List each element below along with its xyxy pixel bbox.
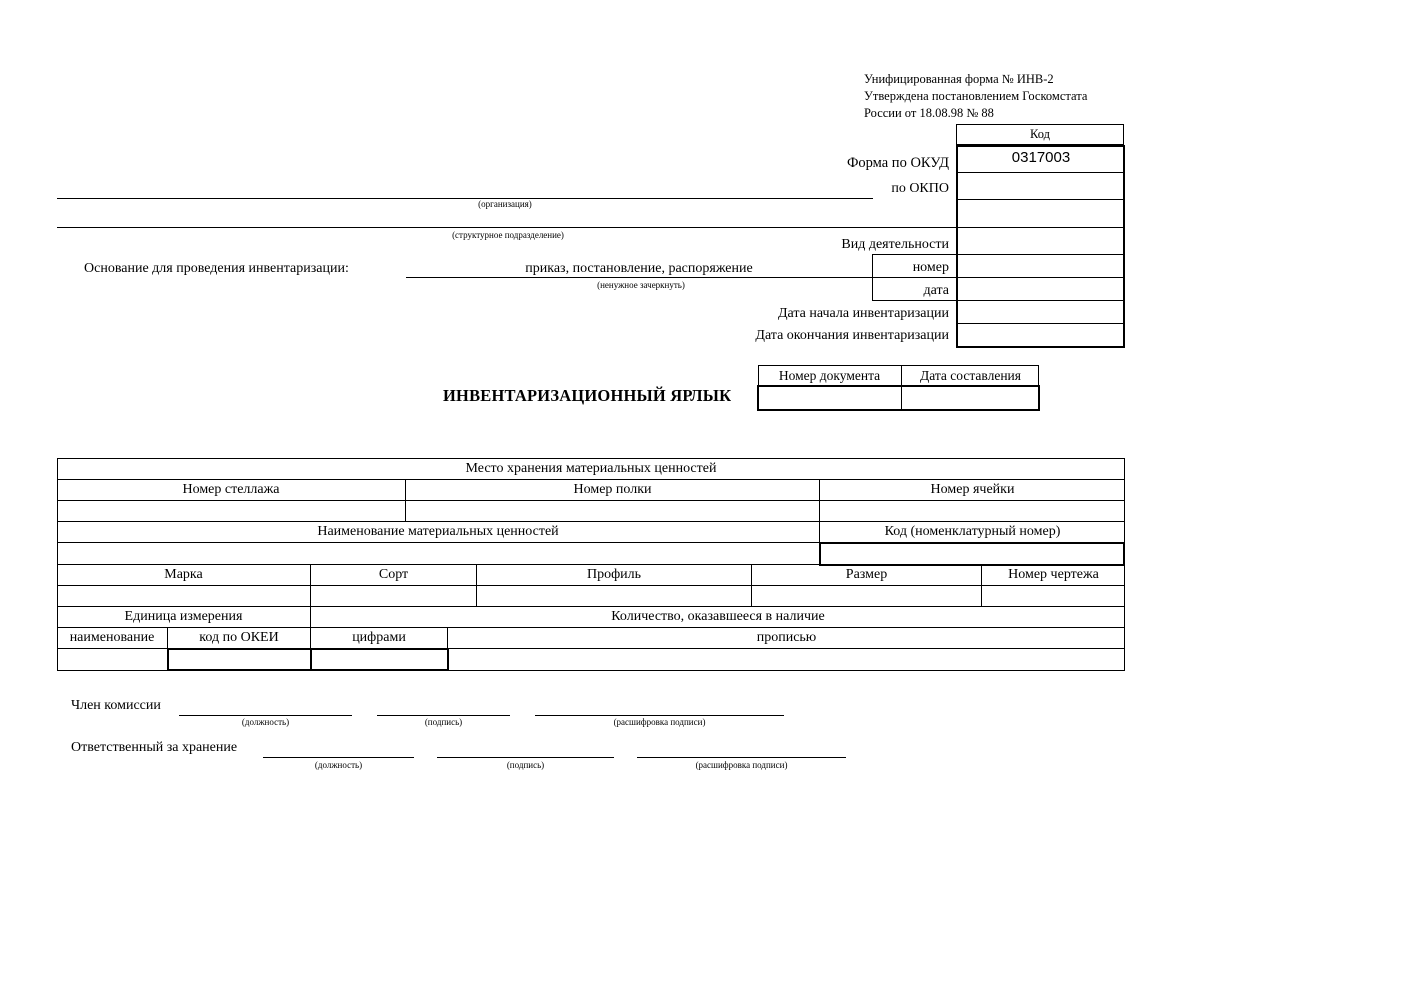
responsible-signature-line[interactable] xyxy=(437,757,614,758)
storage-header: Место хранения материальных ценностей xyxy=(465,461,717,476)
okud-label: Форма по ОКУД xyxy=(846,155,949,171)
responsible-decoding-caption: (расшифровка подписи) xyxy=(695,760,788,770)
name-field[interactable] xyxy=(58,543,818,563)
basis-label: Основание для проведения инвентаризации: xyxy=(84,261,349,276)
form-header-line-2: Утверждена постановлением Госкомстата xyxy=(864,89,1088,103)
kod-header-cell xyxy=(956,124,1124,145)
rack-field[interactable] xyxy=(58,501,404,520)
member-position-caption: (должность) xyxy=(241,717,290,727)
okpo-code-field[interactable] xyxy=(958,175,1124,197)
order-date-label: дата xyxy=(923,283,949,298)
organization-caption: (организация) xyxy=(478,199,532,209)
end-date-label: Дата окончания инвентаризации xyxy=(755,328,949,343)
drawing-header: Номер чертежа xyxy=(1008,567,1099,582)
grade-header: Сорт xyxy=(378,567,409,582)
size-header: Размер xyxy=(845,567,888,582)
member-decoding-caption: (расшифровка подписи) xyxy=(613,717,706,727)
member-signature-line[interactable] xyxy=(377,715,510,716)
unit-name-header: наименование xyxy=(69,630,155,645)
form-header-line-3: России от 18.08.98 № 88 xyxy=(864,106,994,120)
digits-header: цифрами xyxy=(352,630,406,645)
brand-field[interactable] xyxy=(58,586,309,605)
drawing-field[interactable] xyxy=(983,586,1124,605)
name-header: Наименование материальных ценностей xyxy=(317,524,559,539)
grade-field[interactable] xyxy=(312,586,475,605)
end-date-field[interactable] xyxy=(958,325,1124,345)
basis-line xyxy=(406,277,872,278)
member-signature-caption: (подпись) xyxy=(424,717,463,727)
rack-header: Номер стеллажа xyxy=(182,482,280,497)
basis-caption: (ненужное зачеркнуть) xyxy=(597,280,685,290)
order-number-field[interactable] xyxy=(958,256,1124,276)
cell-field[interactable] xyxy=(821,501,1124,520)
profile-header: Профиль xyxy=(586,567,642,582)
okpo-label: по ОКПО xyxy=(891,181,949,196)
doc-date-header: Дата составления xyxy=(920,368,1021,383)
okei-code-header: код по ОКЕИ xyxy=(199,630,279,645)
okud-code-field[interactable]: 0317003 xyxy=(1011,149,1071,166)
member-label: Член комиссии xyxy=(71,698,161,713)
unit-header: Единица измерения xyxy=(124,609,243,624)
doc-number-header: Номер документа xyxy=(778,368,881,383)
department-line[interactable] xyxy=(57,227,957,228)
responsible-position-line[interactable] xyxy=(263,757,414,758)
words-header: прописью xyxy=(756,630,817,645)
responsible-signature-caption: (подпись) xyxy=(506,760,545,770)
cell-header: Номер ячейки xyxy=(930,482,1015,497)
unit-name-field[interactable] xyxy=(58,650,166,669)
code-header: Код (номенклатурный номер) xyxy=(884,524,1061,539)
responsible-position-caption: (должность) xyxy=(314,760,363,770)
shelf-field[interactable] xyxy=(407,501,818,520)
activity-label: Вид деятельности xyxy=(841,237,949,252)
document-title: ИНВЕНТАРИЗАЦИОННЫЙ ЯРЛЫК xyxy=(443,386,732,405)
quantity-header: Количество, оказавшееся в наличие xyxy=(611,609,825,624)
member-decoding-line[interactable] xyxy=(535,715,784,716)
doc-date-field[interactable] xyxy=(903,388,1037,408)
quantity-digits-field[interactable] xyxy=(313,651,446,668)
basis-value[interactable]: приказ, постановление, распоряжение xyxy=(525,261,753,276)
department-caption: (структурное подразделение) xyxy=(452,230,564,240)
order-number-label: номер xyxy=(912,260,949,275)
member-position-line[interactable] xyxy=(179,715,352,716)
activity-code-field[interactable] xyxy=(958,229,1124,252)
nomenclature-code-field[interactable] xyxy=(819,542,1125,566)
responsible-label: Ответственный за хранение xyxy=(71,740,238,755)
doc-number-field[interactable] xyxy=(760,388,900,408)
shelf-header: Номер полки xyxy=(573,482,652,497)
form-header-line-1: Унифицированная форма № ИНВ-2 xyxy=(864,72,1054,86)
extra-code-field[interactable] xyxy=(958,202,1124,225)
size-field[interactable] xyxy=(753,586,980,605)
start-date-label: Дата начала инвентаризации xyxy=(777,306,949,321)
brand-header: Марка xyxy=(164,567,203,582)
quantity-words-field[interactable] xyxy=(449,650,1124,669)
start-date-field[interactable] xyxy=(958,302,1124,322)
kod-label: Код xyxy=(1030,127,1050,141)
profile-field[interactable] xyxy=(478,586,750,605)
order-date-field[interactable] xyxy=(958,279,1124,299)
responsible-decoding-line[interactable] xyxy=(637,757,846,758)
okei-code-field[interactable] xyxy=(170,651,308,668)
